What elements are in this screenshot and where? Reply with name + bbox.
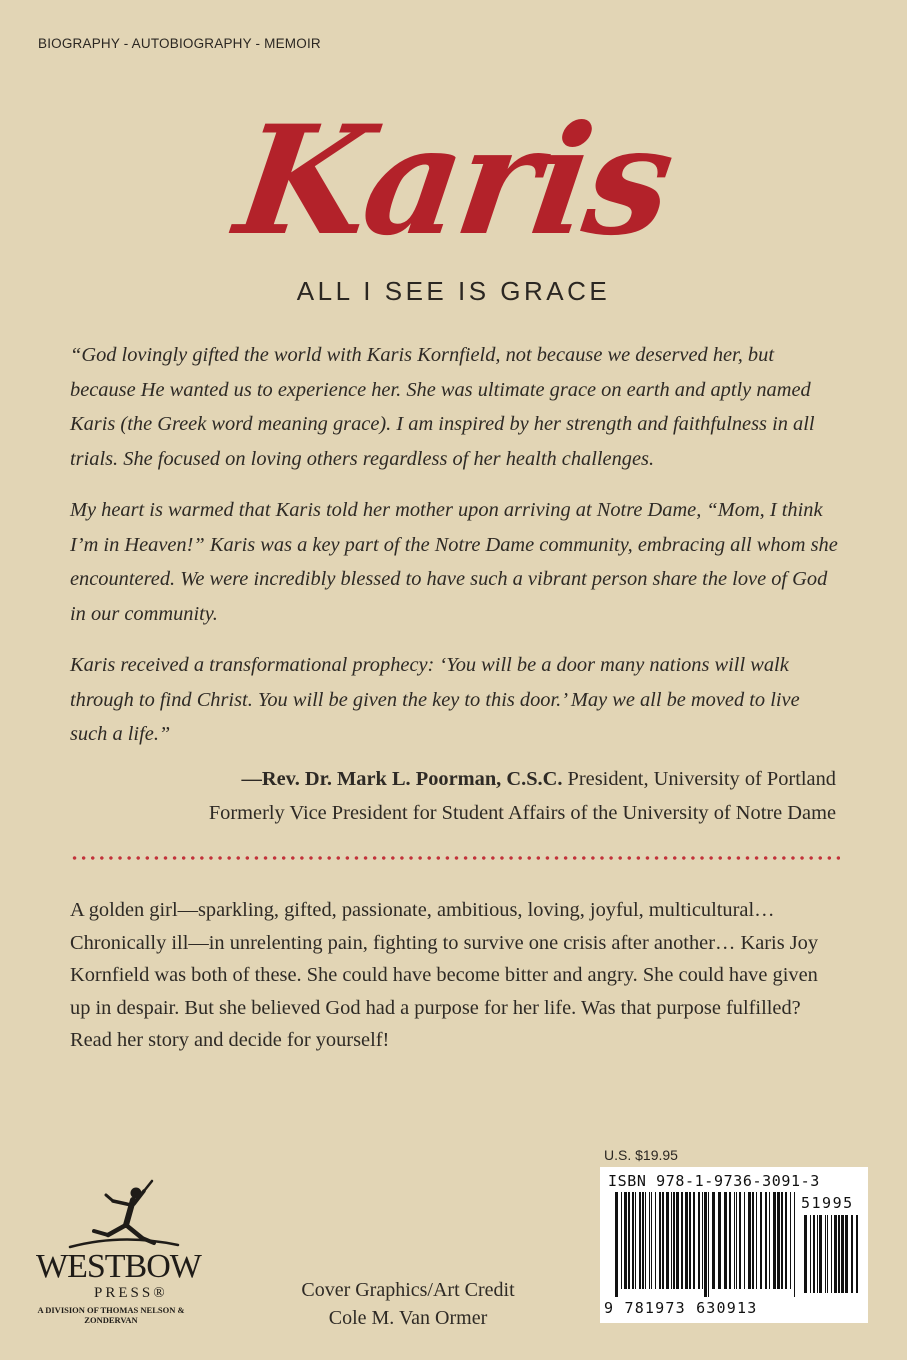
barcode-bars: [614, 1192, 799, 1297]
barcode-bar: [736, 1192, 737, 1289]
attribution-role: President, University of Portland: [562, 768, 836, 790]
barcode-bar: [635, 1192, 636, 1289]
publisher-name: WESTBOW: [36, 1248, 201, 1285]
barcode-bar: [794, 1192, 795, 1297]
barcode-bar: [651, 1192, 652, 1289]
art-credit: [288, 1276, 528, 1332]
barcode-bar: [621, 1192, 622, 1289]
barcode-bar: [825, 1215, 826, 1293]
barcode-bar: [765, 1192, 767, 1289]
isbn-text: ISBN 978-1-9736-3091-3: [608, 1172, 820, 1190]
barcode-bar: [702, 1192, 703, 1289]
barcode-bar: [724, 1192, 727, 1289]
barcode-bar: [693, 1192, 695, 1289]
barcode-bar: [841, 1215, 844, 1293]
barcode-bar: [834, 1215, 837, 1293]
barcode: [600, 1167, 868, 1323]
barcode-bar: [628, 1192, 630, 1289]
barcode-bar: [649, 1192, 650, 1289]
barcode-bar: [804, 1215, 807, 1293]
barcode-bar: [748, 1192, 751, 1289]
barcode-bar: [659, 1192, 661, 1289]
barcode-bar: [662, 1192, 664, 1289]
attribution-line-1: [70, 762, 836, 796]
barcode-bar: [817, 1215, 818, 1293]
quote-paragraph: Karis received a transformational prophecy: ‘You will be a door many nations will walk through to find Christ. You will be given the key to this door.’ May we all be moved to live such a life.”: [70, 654, 800, 745]
barcode-digits: 9 781973 630913: [604, 1299, 758, 1317]
barcode-bar: [810, 1215, 811, 1293]
barcode-bar: [777, 1192, 780, 1289]
attribution-name: —Rev. Dr. Mark L. Poorman, C.S.C.: [241, 768, 563, 790]
quote-paragraph: My heart is warmed that Karis told her mother upon arriving at Notre Dame, “Mom, I think I’m in Heaven!” Karis was a key part of the Notre Dame community, embracing all whom she encountered. We were incredibly blessed to have such a vibrant person share the love of God in our community.: [70, 499, 838, 625]
barcode-bar: [708, 1192, 709, 1297]
barcode-bar: [671, 1192, 672, 1289]
barcode-bar: [819, 1215, 822, 1293]
attribution-line-2: Formerly Vice President for Student Affairs of the University of Notre Dame: [208, 802, 836, 824]
book-title: Karis: [227, 93, 680, 269]
barcode-bar: [785, 1192, 787, 1289]
endorsement-quote: [70, 338, 838, 769]
quote-attribution: [70, 762, 836, 830]
barcode-bar: [681, 1192, 683, 1289]
barcode-bar: [655, 1192, 656, 1289]
barcode-bar: [729, 1192, 731, 1289]
quote-paragraph: “God lovingly gifted the world with Karis Kornfield, not because we deserved her, but because He wanted us to experience her. She was ultimate grace on earth and aptly named Karis (the Greek word meaning grace). I am inspired by her strength and faithfulness in all trials. She focused on loving others regardless of her health challenges.: [70, 344, 815, 470]
barcode-bar: [773, 1192, 776, 1289]
barcode-bar: [760, 1192, 762, 1289]
barcode-bar: [752, 1192, 754, 1289]
barcode-addon-text: 51995: [801, 1194, 854, 1212]
barcode-addon-bars: [803, 1215, 861, 1301]
barcode-bar: [645, 1192, 646, 1289]
barcode-bar: [781, 1192, 783, 1289]
barcode-bar: [739, 1192, 741, 1289]
barcode-bar: [790, 1192, 791, 1289]
barcode-bar: [673, 1192, 675, 1289]
publisher-press: PRESS®: [94, 1285, 168, 1301]
barcode-bar: [704, 1192, 707, 1297]
book-subtitle: ALL I SEE IS GRACE: [296, 276, 611, 306]
barcode-bar: [756, 1192, 757, 1289]
category-label: BIOGRAPHY - AUTOBIOGRAPHY - MEMOIR: [38, 36, 321, 51]
barcode-bar: [698, 1192, 700, 1289]
book-blurb: A golden girl—sparkling, gifted, passionate, ambitious, loving, joyful, multicultural… Chronically ill—in unrelenting pain, fighting to survive one crisis after another… Karis Joy Kornfield was both of these. She could have become bitter and angry. She could have given up in despair. But she believed God had a purpose for her life. Was that purpose fulfilled? Read her story and decide for yourself!: [70, 899, 819, 1051]
dotted-divider: [70, 855, 840, 861]
credit-line-2: Cole M. Van Ormer: [328, 1307, 488, 1329]
price-label: U.S. $19.95: [604, 1147, 678, 1163]
credit-line-1: Cover Graphics/Art Credit: [301, 1279, 515, 1301]
barcode-bar: [813, 1215, 815, 1293]
barcode-bar: [845, 1215, 848, 1293]
barcode-bar: [734, 1192, 735, 1289]
barcode-bar: [666, 1192, 669, 1289]
barcode-bar: [827, 1215, 828, 1293]
barcode-bar: [769, 1192, 770, 1289]
barcode-bar: [851, 1215, 853, 1293]
barcode-bar: [744, 1192, 745, 1289]
barcode-bar: [838, 1215, 840, 1293]
barcode-bar: [856, 1215, 858, 1293]
barcode-bar: [632, 1192, 634, 1289]
barcode-bar: [615, 1192, 618, 1297]
barcode-bar: [689, 1192, 691, 1289]
barcode-bar: [831, 1215, 832, 1293]
publisher-division: A DIVISION OF THOMAS NELSON & ZONDERVAN: [37, 1305, 185, 1325]
barcode-bar: [712, 1192, 715, 1289]
barcode-bar: [676, 1192, 679, 1289]
barcode-bar: [718, 1192, 721, 1289]
barcode-bar: [639, 1192, 641, 1289]
barcode-bar: [685, 1192, 688, 1289]
barcode-bar: [642, 1192, 644, 1289]
barcode-bar: [624, 1192, 627, 1289]
